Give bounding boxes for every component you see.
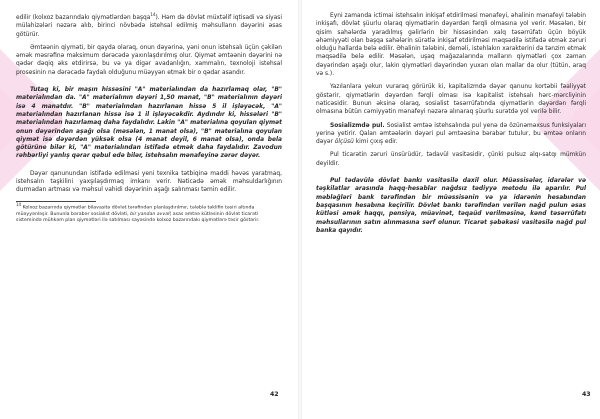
right-page <box>300 0 600 419</box>
paragraph-intro: edilir (kolxoz bazarındakı qiymətlərdən başqa$^{14}$). Həm də dövlət müxtəlif iqtisadi və siyasi mülahizələri nəzərə alıb, birinci növbədə istehsal edilmiş məhsulların dəyərini əsas götürür. <box>16 12 282 38</box>
paragraph-socialism-money: Sosializmdə pul. Sosialist əmtəə istehsalında pul yenə də özünəməxsus funksiyaları yerinə yetirir. Qalan əmtəələrin dəyəri pul əmtəəsinə bərabər tutulur, bu əmtəə onların dəyər ölçüsü kimi çıxış edir. <box>316 122 586 146</box>
paragraph-circulation: Pul tədavülə dövlət bankı vasitəsilə daxil olur. Müəssisələr, idarələr və təşkilatlar arasında haqq-hesablar nağdsız tədiyyə metodu ilə aparılır. Pul məbləğləri bank tərəfindən bir müəssisənin və ya idarənin hesabından başqasının hesabına keçirilir. Dövlət bankı tərəfindən verilən nağd pulun əsas kütləsi əmək haqqı, pensiya, müavinət, təqaüd verilməsinə, kənd təsərrüfatı məhsullarının satın alınmasına sərf olunur. Ticarət şəbəkəsi vasitəsilə nağd pul banka qayıdır. <box>316 178 586 234</box>
paragraph-example: Tutaq ki, bir maşın hissəsini "A" materialından da hazırlamaq olar, "B" materialından da. "A" materialının dəyəri 1,50 manat, "B" materialının dəyəri isə 4 manatdır. "B" materialından hazırlanan hissə 5 il işləyəcək, "A" materialından hazırlanan hissə isə 1 il işləyəcəkdir. Aydındır ki, hissələri "B" materialından hazırlamaq daha faydalıdır. Lakin "A" materialına qoyulan qiymət onun dəyərindən aşağı olsa (məsələn, 1 manat olsa), "B" materialına qoyulan qiymət isə dəyərdən yüksək olsa (4 manat deyil, 6 manat olsa), onda bela götürüne bilər ki, "A" materialından istifadə etmək daha faydalıdır. Zavodun rəhbərliyi yanlış qərar qəbul edə bilər, istehsalın mənafeyinə zərər dəyər. <box>16 87 282 160</box>
page-number: 42 <box>270 391 279 398</box>
footnote: $^{14}$ Kolxoz bazarında qiymətlər bilavasitə dövlət tərəfindən planlaşdırılmır, tələblə təklifin təsiri altında müəyyənləşir. Bununla bərabər sosialist dövləti, bir yandan avval( asas əmtəə kütləsinin dövlət ticarəti sistemində mühkəm plan qiymətləri ilə satılması sayəsində kolxoz bazarındakı qiymətlərə təsir göstərir. <box>16 201 260 224</box>
book-gutter <box>298 0 302 419</box>
left-text-column <box>16 14 282 224</box>
section-heading: Sosializmdə pul. <box>330 122 385 129</box>
paragraph-state-pricing: Eyni zamanda ictimai istehsalın inkişaf etdirilməsi mənafeyi, əhalinin mənafeyi tələbin inkişafı, dövlət şüurlu olaraq qiymətlərin dəyərdən fərqli olmasına yol verir. Məsələn, bir qisim sahələrdə yaradılmış gəlirlərin bir hissəsindən xalq təsərrüfatı üçün böyük əhəmiyyəti olan başqa sahələrin sürətlə inkişaf etdirilməsi məqsədilə istifadə etmək zəruri olduğu hallarda belə edilir. Əhalinin tələbini, deməli, istehlakın xarakterini də tənzim etmək məqsədilə belə edilir. Məsələn, uşaq mağazalarında malların qiymətləri çox zaman dəyərindən aşağı olur, lakin qiymətləri dəyərindən yuxarı olan mallar da olur (tütün, araq və s.). <box>316 13 586 78</box>
paragraph-summary: Yazılanlara yekun vuraraq görürük ki, kapitalizmdə dəyər qanunu kortəbii fəaliyyət göstərir, qiymətlərin dəyərdən fərqli olması isə kapitalist istehsalı hərc-mərcliyinin nəticəsidir. Bunun əksinə olaraq, sosialist təsərrüfatında qiymətlərin dəyərdən fərqli olmasına bütün cəmiyyətin mənafeyi nəzərə alınaraq şüurlu surətdə yol verilə bilir. <box>316 84 586 116</box>
page-number: 43 <box>582 391 591 398</box>
paragraph-value-law: Dəyər qanunundan istifadə edilməsi yeni texnika tətbiqinə maddi həvəs yaratmaq, istehsalın təşkilini yaxşılaşdırmaq imkanı verir. Nəticədə əmək məhsuldarlığının durmadan artması və məhsul vahidi dəyərinin aşağı salınması təmin edilir. <box>16 170 282 194</box>
paragraph-trade: Pul ticarətin zəruri ünsürüdür, tədavül vasitəsidir, çünki pulsuz alqı-satqı mümkün deyildir. <box>316 152 586 167</box>
paragraph-price-value: Əmtəənin qiyməti, bir qayda olaraq, onun dəyərinə, yəni onun istehsalı üçün çəkilən əmək məsrəfinə maksimum dərəcədə yaxınlaşdırılmış olur. Qiymət əmtəənin dəyərini nə qədər dəqiq əks etdirirsə, bu və ya digər avadanlığın, xammalın, texnoloji istehsal prosesinin nə dərəcədə faydalı olduğunu müəyyən etmək bir o qədar asandır. <box>16 44 282 76</box>
footnote-divider <box>16 201 96 202</box>
right-text-column <box>316 12 586 235</box>
